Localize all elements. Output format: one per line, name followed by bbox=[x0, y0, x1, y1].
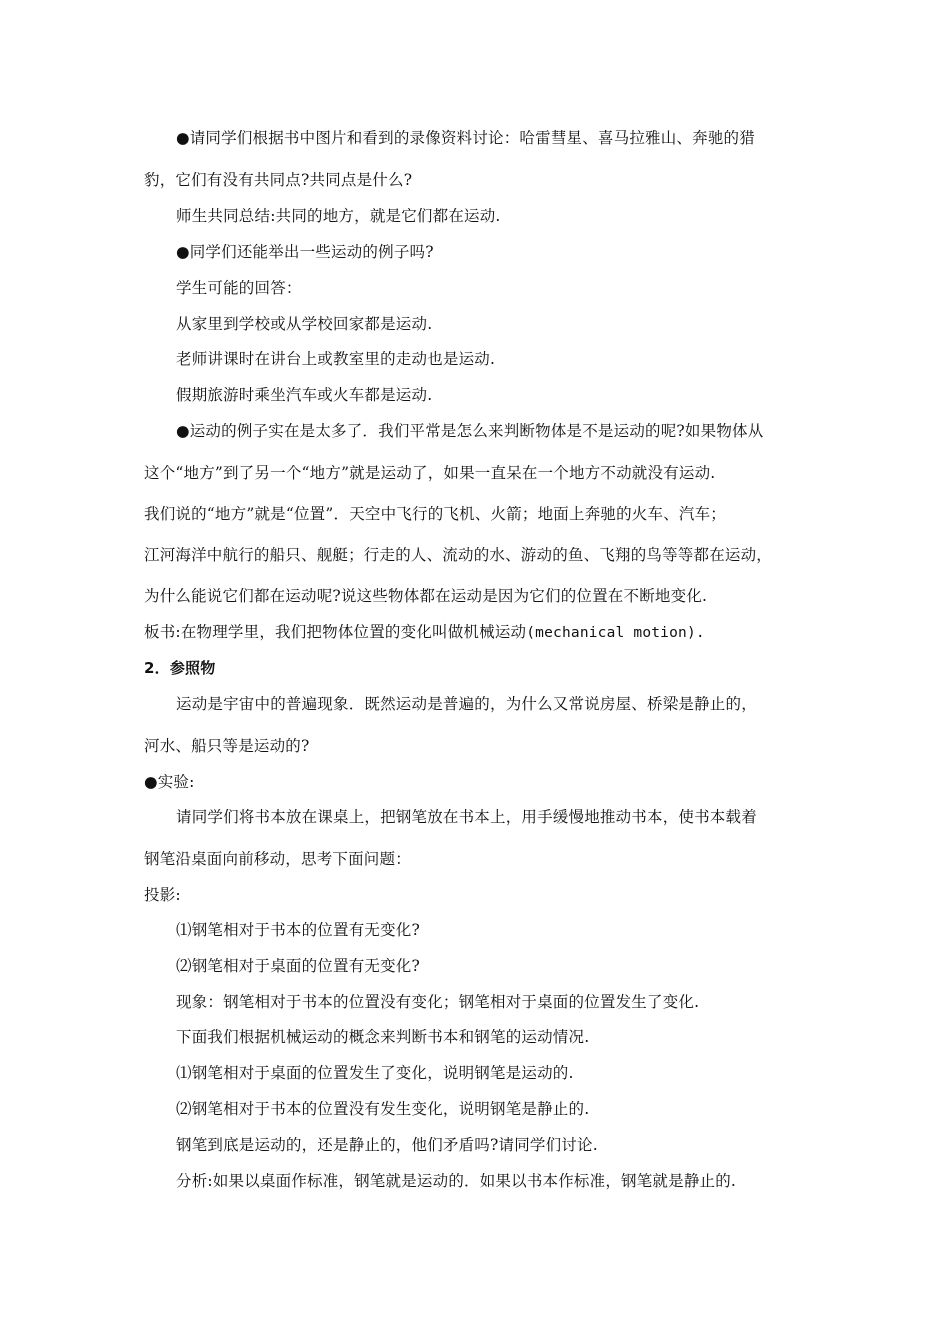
section-heading: 2．参照物 bbox=[144, 659, 216, 677]
paragraph-line: ●请同学们根据书中图片和看到的录像资料讨论：哈雷彗星、喜马拉雅山、奔驰的猎 bbox=[176, 129, 755, 147]
paragraph-line: ⑵钢笔相对于桌面的位置有无变化? bbox=[176, 957, 421, 975]
paragraph-line: 从家里到学校或从学校回家都是运动. bbox=[176, 315, 433, 333]
blackboard-line bbox=[144, 622, 705, 643]
paragraph-line: 这个“地方”到了另一个“地方”就是运动了，如果一直呆在一个地方不动就没有运动. bbox=[144, 464, 716, 482]
paragraph-line: 河水、船只等是运动的? bbox=[144, 737, 310, 755]
paragraph-line: 江河海洋中航行的船只、舰艇；行走的人、流动的水、游动的鱼、飞翔的鸟等等都在运动， bbox=[144, 546, 773, 564]
paragraph-line: ⑴钢笔相对于桌面的位置发生了变化，说明钢笔是运动的. bbox=[176, 1064, 574, 1082]
paragraph-line: 师生共同总结:共同的地方，就是它们都在运动. bbox=[176, 207, 501, 225]
paragraph-line: 钢笔到底是运动的，还是静止的，他们矛盾吗?请同学们讨论. bbox=[176, 1136, 598, 1154]
paragraph-line: 请同学们将书本放在课桌上，把钢笔放在书本上，用手缓慢地推动书本，使书本载着 bbox=[176, 808, 757, 826]
blackboard-text: 板书:在物理学里，我们把物体位置的变化叫做机械运动 bbox=[144, 623, 527, 641]
paragraph-line: ⑵钢笔相对于书本的位置没有发生变化，说明钢笔是静止的. bbox=[176, 1100, 590, 1118]
paragraph-line: 假期旅游时乘坐汽车或火车都是运动. bbox=[176, 386, 433, 404]
paragraph-line: ⑴钢笔相对于书本的位置有无变化? bbox=[176, 921, 421, 939]
paragraph-line: ●同学们还能举出一些运动的例子吗? bbox=[176, 243, 434, 261]
paragraph-line: 老师讲课时在讲台上或教室里的走动也是运动. bbox=[176, 350, 496, 368]
paragraph-line: 钢笔沿桌面向前移动，思考下面问题： bbox=[144, 850, 411, 868]
paragraph-line: 为什么能说它们都在运动呢?说这些物体都在运动是因为它们的位置在不断地变化. bbox=[144, 587, 708, 605]
paragraph-line: 豹，它们有没有共同点?共同点是什么? bbox=[144, 171, 413, 189]
paragraph-line: 投影: bbox=[144, 886, 181, 904]
paragraph-line: ●实验: bbox=[144, 773, 195, 791]
paragraph-line: 我们说的“地方”就是“位置”．天空中飞行的飞机、火箭；地面上奔驰的火车、汽车； bbox=[144, 505, 726, 523]
english-term: (mechanical motion). bbox=[526, 625, 705, 641]
paragraph-line: 下面我们根据机械运动的概念来判断书本和钢笔的运动情况. bbox=[176, 1028, 590, 1046]
paragraph-line: 学生可能的回答： bbox=[176, 279, 302, 297]
paragraph-line: 运动是宇宙中的普遍现象．既然运动是普遍的，为什么又常说房屋、桥梁是静止的， bbox=[176, 695, 757, 713]
paragraph-line: 分析:如果以桌面作标准，钢笔就是运动的．如果以书本作标准，钢笔就是静止的. bbox=[176, 1172, 737, 1190]
paragraph-line: 现象：钢笔相对于书本的位置没有变化；钢笔相对于桌面的位置发生了变化. bbox=[176, 993, 700, 1011]
paragraph-line: ●运动的例子实在是太多了．我们平常是怎么来判断物体是不是运动的呢?如果物体从 bbox=[176, 422, 764, 440]
